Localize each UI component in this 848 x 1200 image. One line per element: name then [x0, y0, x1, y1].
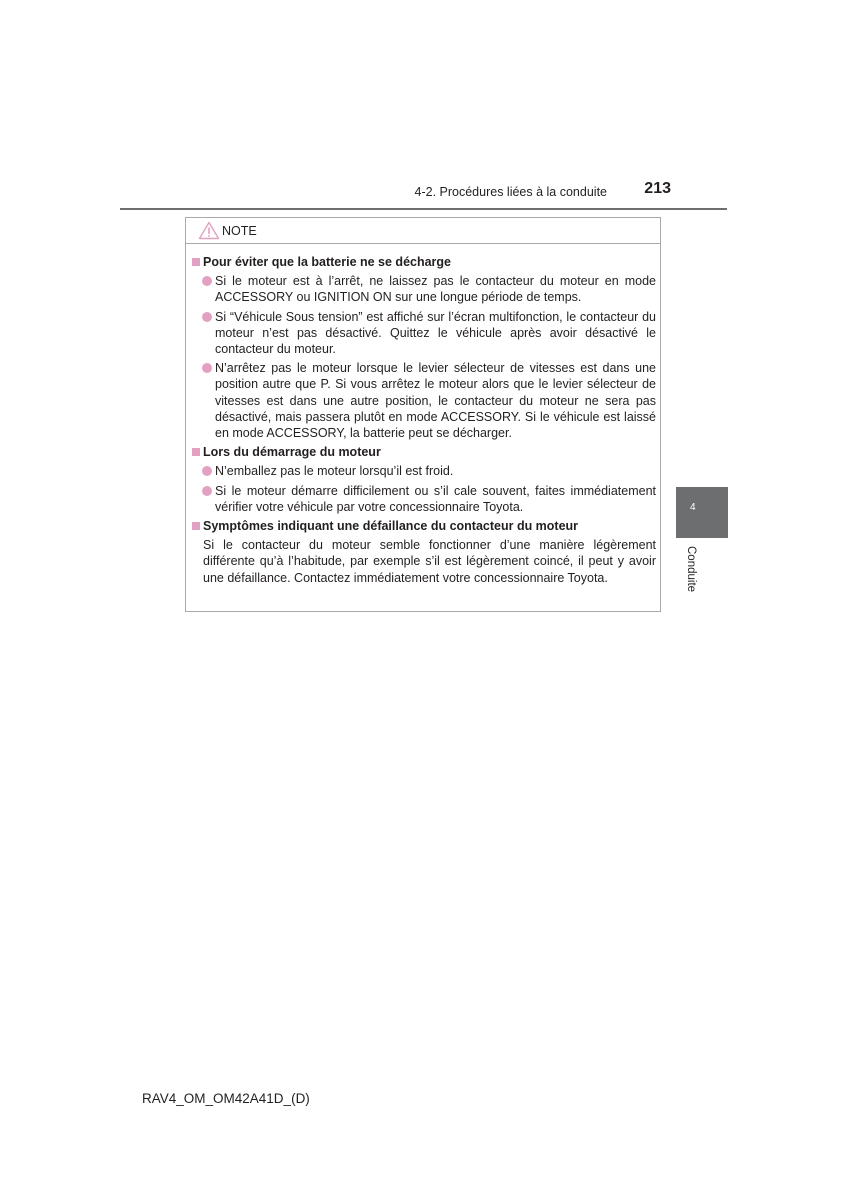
list-item [190, 463, 656, 479]
round-bullet-icon [202, 486, 212, 496]
round-bullet-icon [202, 466, 212, 476]
section-paragraph: Si le contacteur du moteur semble fonctionner d’une manière légèrement différente qu’à l’habitude, par exemple s’il est légèrement coincé, il peut y avoir une défaillance. Contactez immédiatement votre concessionnaire Toyota. [203, 538, 656, 585]
chapter-tab[interactable] [676, 487, 728, 538]
list-item-text: N’emballez pas le moteur lorsqu’il est froid. [215, 464, 454, 479]
list-item-text: N’arrêtez pas le moteur lorsque le levier sélecteur de vitesses est dans une position autre que P. Si vous arrêtez le moteur alors que le levier sélecteur de vitesses est dans une autre position, le contacteur du moteur ne sera pas désactivé, mais passera plutôt en mode ACCESSORY. Si le véhicule est laissé en mode ACCESSORY, la batterie peut se décharger. [215, 361, 656, 441]
heading-text: Lors du démarrage du moteur [203, 445, 381, 460]
round-bullet-icon [202, 363, 212, 373]
page-header [120, 176, 727, 210]
list-item [190, 483, 656, 515]
round-bullet-icon [202, 312, 212, 322]
note-title: NOTE [222, 224, 257, 238]
note-content [190, 254, 656, 586]
chapter-label: Conduite [685, 546, 697, 593]
round-bullet-icon [202, 276, 212, 286]
note-header [186, 218, 660, 244]
section-heading [190, 444, 656, 460]
page-number: 213 [644, 180, 671, 197]
document-code: RAV4_OM_OM42A41D_(D) [142, 1091, 310, 1106]
list-item [190, 360, 656, 441]
section-title: 4-2. Procédures liées à la conduite [414, 185, 607, 199]
square-bullet-icon [192, 522, 200, 530]
list-item-text: Si le moteur est à l’arrêt, ne laissez pas le contacteur du moteur en mode ACCESSORY ou IGNITION ON sur une longue période de temps. [215, 274, 656, 305]
chapter-number: 4 [690, 502, 696, 513]
list-item [190, 309, 656, 358]
section-heading [190, 518, 656, 534]
heading-text: Symptômes indiquant une défaillance du contacteur du moteur [203, 519, 579, 534]
warning-triangle-icon [198, 221, 220, 240]
note-box [185, 217, 661, 612]
list-item [190, 273, 656, 305]
list-item-text: Si “Véhicule Sous tension” est affiché sur l’écran multifonction, le contacteur du moteur n’est pas désactivé. Quittez le véhicule après avoir désactivé le contacteur du moteur. [215, 309, 656, 357]
square-bullet-icon [192, 258, 200, 266]
section-heading [190, 254, 656, 270]
list-item-text: Si le moteur démarre difficilement ou s’il cale souvent, faites immédiatement vérifier votre véhicule par votre concessionnaire Toyota. [215, 483, 656, 514]
square-bullet-icon [192, 448, 200, 456]
heading-text: Pour éviter que la batterie ne se décharge [203, 255, 452, 269]
